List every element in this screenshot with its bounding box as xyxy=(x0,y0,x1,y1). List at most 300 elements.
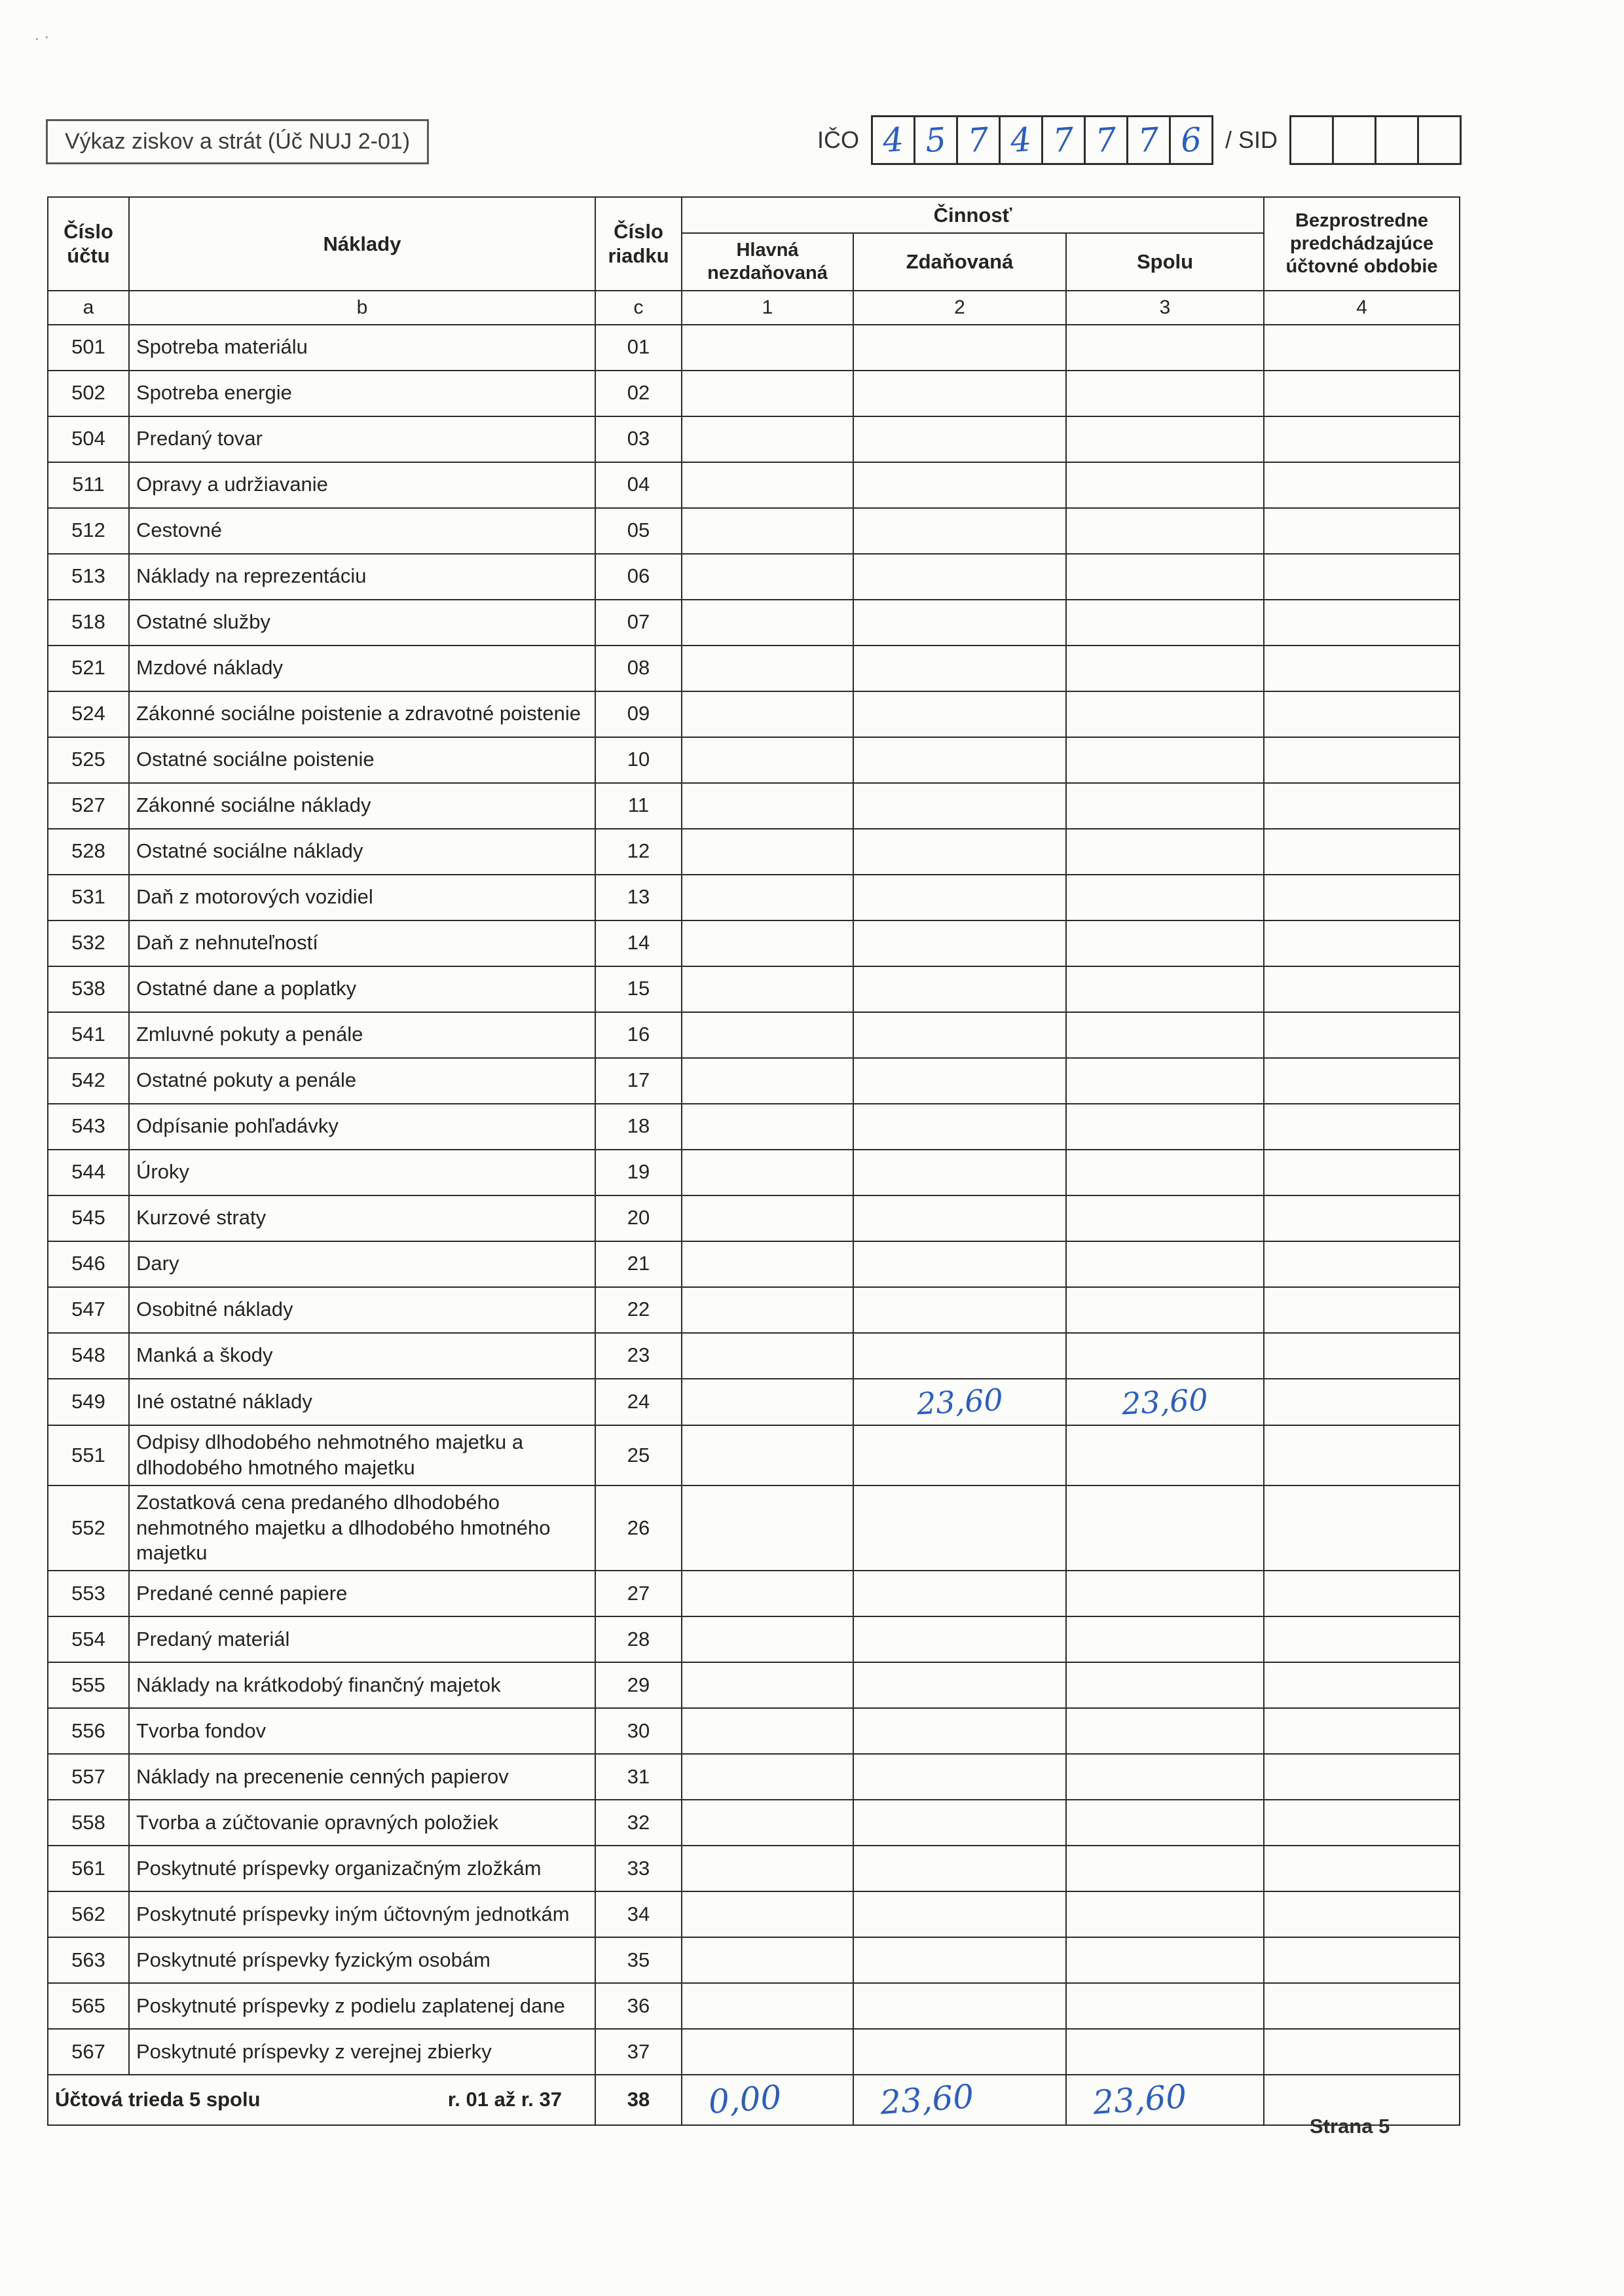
total-label-cell xyxy=(48,2075,595,2125)
value-spolu xyxy=(1066,1012,1264,1058)
value-hlavna xyxy=(682,1662,853,1708)
value-spolu xyxy=(1066,600,1264,646)
value-obdobie xyxy=(1264,1485,1460,1571)
value-obdobie xyxy=(1264,1754,1460,1800)
table-row xyxy=(48,1150,1460,1195)
page-number: Strana 5 xyxy=(1310,2115,1390,2138)
value-obdobie xyxy=(1264,1058,1460,1104)
value-spolu xyxy=(1066,1937,1264,1983)
value-hlavna xyxy=(682,920,853,966)
line-number: 31 xyxy=(595,1754,682,1800)
value-zdanovana xyxy=(853,1058,1066,1104)
value-zdanovana xyxy=(853,920,1066,966)
account-number: 545 xyxy=(48,1195,129,1241)
value-zdanovana xyxy=(853,1846,1066,1891)
line-number: 04 xyxy=(595,462,682,508)
value-hlavna xyxy=(682,416,853,462)
line-number: 32 xyxy=(595,1800,682,1846)
value-hlavna xyxy=(682,371,853,416)
col-header-activity: Činnosť xyxy=(682,197,1264,233)
total-label: Účtová trieda 5 spolu xyxy=(55,2087,261,2111)
account-number: 561 xyxy=(48,1846,129,1891)
expense-name: Poskytnuté príspevky z podielu zaplatenej dane xyxy=(129,1983,595,2029)
line-number: 08 xyxy=(595,646,682,691)
letter-b: b xyxy=(129,291,595,325)
value-zdanovana xyxy=(853,1425,1066,1485)
line-number: 28 xyxy=(595,1616,682,1662)
form-title: Výkaz ziskov a strát (Úč NUJ 2-01) xyxy=(65,129,411,154)
col-header-main-untaxed: Hlavná nezdaňovaná xyxy=(682,233,853,291)
table-row xyxy=(48,1983,1460,2029)
value-zdanovana xyxy=(853,508,1066,554)
value-obdobie xyxy=(1264,1800,1460,1846)
table-row xyxy=(48,600,1460,646)
value-spolu xyxy=(1066,1287,1264,1333)
value-spolu xyxy=(1066,737,1264,783)
value-zdanovana xyxy=(853,1571,1066,1616)
table-row xyxy=(48,646,1460,691)
table-row xyxy=(48,1195,1460,1241)
expense-name: Spotreba materiálu xyxy=(129,325,595,371)
table-row xyxy=(48,1754,1460,1800)
expense-name: Cestovné xyxy=(129,508,595,554)
expense-name: Iné ostatné náklady xyxy=(129,1379,595,1426)
value-obdobie xyxy=(1264,920,1460,966)
value-spolu xyxy=(1066,1241,1264,1287)
col-header-total: Spolu xyxy=(1066,233,1264,291)
expense-name: Tvorba a zúčtovanie opravných položiek xyxy=(129,1800,595,1846)
expense-name: Ostatné služby xyxy=(129,600,595,646)
sid-box xyxy=(1289,115,1334,165)
sid-box xyxy=(1376,115,1419,165)
expense-name: Ostatné dane a poplatky xyxy=(129,966,595,1012)
value-spolu xyxy=(1066,1333,1264,1379)
value-hlavna xyxy=(682,1104,853,1150)
value-spolu xyxy=(1066,1195,1264,1241)
value-spolu xyxy=(1066,829,1264,875)
expense-name: Osobitné náklady xyxy=(129,1287,595,1333)
line-number: 29 xyxy=(595,1662,682,1708)
expense-name: Spotreba energie xyxy=(129,371,595,416)
value-spolu xyxy=(1066,1616,1264,1662)
value-obdobie xyxy=(1264,1846,1460,1891)
expense-name: Daň z motorových vozidiel xyxy=(129,875,595,920)
expense-name: Manká a škody xyxy=(129,1333,595,1379)
total-line-number: 38 xyxy=(595,2075,682,2125)
value-zdanovana xyxy=(853,462,1066,508)
account-number: 543 xyxy=(48,1104,129,1150)
table-row xyxy=(48,875,1460,920)
account-number: 553 xyxy=(48,1571,129,1616)
value-hlavna xyxy=(682,1708,853,1754)
value-hlavna xyxy=(682,1616,853,1662)
letter-a: a xyxy=(48,291,129,325)
letter-c: c xyxy=(595,291,682,325)
value-hlavna xyxy=(682,1058,853,1104)
value-spolu xyxy=(1066,1571,1264,1616)
line-number: 24 xyxy=(595,1379,682,1426)
value-zdanovana xyxy=(853,1708,1066,1754)
value-hlavna xyxy=(682,600,853,646)
value-hlavna xyxy=(682,1937,853,1983)
account-number: 531 xyxy=(48,875,129,920)
value-obdobie xyxy=(1264,1662,1460,1708)
value-hlavna xyxy=(682,1571,853,1616)
value-obdobie xyxy=(1264,1104,1460,1150)
value-zdanovana xyxy=(853,325,1066,371)
value-obdobie xyxy=(1264,875,1460,920)
value-zdanovana xyxy=(853,371,1066,416)
ico-block xyxy=(817,115,1462,165)
account-number: 565 xyxy=(48,1983,129,2029)
value-hlavna xyxy=(682,875,853,920)
value-spolu xyxy=(1066,325,1264,371)
value-hlavna xyxy=(682,1485,853,1571)
account-number: 547 xyxy=(48,1287,129,1333)
table-row xyxy=(48,1333,1460,1379)
table-row xyxy=(48,1800,1460,1846)
expense-name: Dary xyxy=(129,1241,595,1287)
line-number: 34 xyxy=(595,1891,682,1937)
expense-name: Ostatné sociálne poistenie xyxy=(129,737,595,783)
table-row xyxy=(48,966,1460,1012)
value-obdobie xyxy=(1264,737,1460,783)
value-obdobie xyxy=(1264,508,1460,554)
value-spolu xyxy=(1066,1800,1264,1846)
value-zdanovana xyxy=(853,600,1066,646)
line-number: 37 xyxy=(595,2029,682,2075)
value-zdanovana xyxy=(853,1891,1066,1937)
table-row xyxy=(48,920,1460,966)
value-spolu xyxy=(1066,1983,1264,2029)
expense-name: Predaný materiál xyxy=(129,1616,595,1662)
expense-name: Ostatné sociálne náklady xyxy=(129,829,595,875)
value-hlavna xyxy=(682,554,853,600)
account-number: 513 xyxy=(48,554,129,600)
value-hlavna xyxy=(682,1425,853,1485)
expense-name: Poskytnuté príspevky fyzickým osobám xyxy=(129,1937,595,1983)
line-number: 23 xyxy=(595,1333,682,1379)
value-obdobie xyxy=(1264,783,1460,829)
col-header-taxed: Zdaňovaná xyxy=(853,233,1066,291)
value-obdobie xyxy=(1264,2029,1460,2075)
total-range-label: r. 01 až r. 37 xyxy=(447,2087,562,2111)
line-number: 14 xyxy=(595,920,682,966)
scan-smudge: ·· xyxy=(32,25,56,48)
value-zdanovana xyxy=(853,1150,1066,1195)
value-hlavna xyxy=(682,1241,853,1287)
account-number: 563 xyxy=(48,1937,129,1983)
account-number: 521 xyxy=(48,646,129,691)
value-obdobie xyxy=(1264,1012,1460,1058)
letter-2: 2 xyxy=(853,291,1066,325)
letter-1: 1 xyxy=(682,291,853,325)
line-number: 02 xyxy=(595,371,682,416)
account-number: 548 xyxy=(48,1333,129,1379)
value-spolu xyxy=(1066,508,1264,554)
line-number: 15 xyxy=(595,966,682,1012)
ico-digit-boxes xyxy=(871,115,1213,165)
value-hlavna xyxy=(682,1800,853,1846)
table-row xyxy=(48,1104,1460,1150)
value-zdanovana xyxy=(853,1983,1066,2029)
sid-box xyxy=(1419,115,1462,165)
total-value-zdanovana: 23,60 xyxy=(853,2075,1066,2125)
value-spolu xyxy=(1066,1425,1264,1485)
value-spolu xyxy=(1066,1846,1264,1891)
line-number: 12 xyxy=(595,829,682,875)
ico-digit-box: 4 xyxy=(1001,115,1043,165)
account-number: 555 xyxy=(48,1662,129,1708)
line-number: 09 xyxy=(595,691,682,737)
value-zdanovana: 23,60 xyxy=(853,1379,1066,1426)
account-number: 527 xyxy=(48,783,129,829)
table-row xyxy=(48,1287,1460,1333)
line-number: 01 xyxy=(595,325,682,371)
value-hlavna xyxy=(682,1891,853,1937)
letter-4: 4 xyxy=(1264,291,1460,325)
table-row xyxy=(48,1708,1460,1754)
value-obdobie xyxy=(1264,966,1460,1012)
table-row xyxy=(48,1012,1460,1058)
value-hlavna xyxy=(682,508,853,554)
line-number: 16 xyxy=(595,1012,682,1058)
line-number: 27 xyxy=(595,1571,682,1616)
value-obdobie xyxy=(1264,1150,1460,1195)
table-row xyxy=(48,1891,1460,1937)
table-row xyxy=(48,416,1460,462)
table-row xyxy=(48,737,1460,783)
ico-digit-box: 7 xyxy=(958,115,1001,165)
value-obdobie xyxy=(1264,1195,1460,1241)
account-number: 546 xyxy=(48,1241,129,1287)
line-number: 36 xyxy=(595,1983,682,2029)
form-title-box xyxy=(46,119,429,164)
col-header-account-number: Číslo účtu xyxy=(48,197,129,291)
value-zdanovana xyxy=(853,1195,1066,1241)
value-obdobie xyxy=(1264,1287,1460,1333)
value-zdanovana xyxy=(853,1104,1066,1150)
ico-label: IČO xyxy=(817,126,860,153)
table-row xyxy=(48,325,1460,371)
value-hlavna xyxy=(682,737,853,783)
account-number: 524 xyxy=(48,691,129,737)
account-number: 525 xyxy=(48,737,129,783)
value-hlavna xyxy=(682,1983,853,2029)
value-hlavna xyxy=(682,646,853,691)
col-header-previous-period: Bezprostredne predchádzajúce účtovné obdobie xyxy=(1264,197,1460,291)
line-number: 17 xyxy=(595,1058,682,1104)
line-number: 10 xyxy=(595,737,682,783)
value-obdobie xyxy=(1264,1333,1460,1379)
sid-box xyxy=(1334,115,1376,165)
expense-name: Mzdové náklady xyxy=(129,646,595,691)
line-number: 25 xyxy=(595,1425,682,1485)
table-row xyxy=(48,1571,1460,1616)
expense-name: Odpisy dlhodobého nehmotného majetku a dlhodobého hmotného majetku xyxy=(129,1425,595,1485)
value-hlavna xyxy=(682,1333,853,1379)
value-zdanovana xyxy=(853,829,1066,875)
letter-3: 3 xyxy=(1066,291,1264,325)
ico-digit-box: 7 xyxy=(1086,115,1128,165)
account-number: 501 xyxy=(48,325,129,371)
value-obdobie xyxy=(1264,829,1460,875)
table-row xyxy=(48,1937,1460,1983)
value-obdobie xyxy=(1264,325,1460,371)
value-spolu xyxy=(1066,416,1264,462)
value-spolu xyxy=(1066,1058,1264,1104)
expense-name: Náklady na precenenie cenných papierov xyxy=(129,1754,595,1800)
value-spolu xyxy=(1066,2029,1264,2075)
value-spolu xyxy=(1066,1485,1264,1571)
table-row xyxy=(48,1241,1460,1287)
expense-name: Tvorba fondov xyxy=(129,1708,595,1754)
line-number: 18 xyxy=(595,1104,682,1150)
value-hlavna xyxy=(682,1754,853,1800)
account-number: 549 xyxy=(48,1379,129,1426)
total-row xyxy=(48,2075,1460,2125)
value-spolu xyxy=(1066,783,1264,829)
ico-digit-box: 7 xyxy=(1128,115,1171,165)
line-number: 22 xyxy=(595,1287,682,1333)
value-obdobie xyxy=(1264,1571,1460,1616)
table-row xyxy=(48,508,1460,554)
account-number: 567 xyxy=(48,2029,129,2075)
account-number: 512 xyxy=(48,508,129,554)
value-zdanovana xyxy=(853,1662,1066,1708)
table-row xyxy=(48,829,1460,875)
expense-name: Zákonné sociálne poistenie a zdravotné poistenie xyxy=(129,691,595,737)
value-obdobie xyxy=(1264,1425,1460,1485)
account-number: 518 xyxy=(48,600,129,646)
value-zdanovana xyxy=(853,1241,1066,1287)
value-spolu xyxy=(1066,966,1264,1012)
expense-name: Kurzové straty xyxy=(129,1195,595,1241)
value-obdobie xyxy=(1264,1379,1460,1426)
value-hlavna xyxy=(682,2029,853,2075)
account-number: 532 xyxy=(48,920,129,966)
table-row xyxy=(48,1058,1460,1104)
expense-name: Zmluvné pokuty a penále xyxy=(129,1012,595,1058)
value-zdanovana xyxy=(853,1333,1066,1379)
account-number: 511 xyxy=(48,462,129,508)
value-zdanovana xyxy=(853,737,1066,783)
value-spolu: 23,60 xyxy=(1066,1379,1264,1426)
value-zdanovana xyxy=(853,1485,1066,1571)
account-number: 552 xyxy=(48,1485,129,1571)
table-row xyxy=(48,1379,1460,1426)
account-number: 544 xyxy=(48,1150,129,1195)
value-spolu xyxy=(1066,1104,1264,1150)
account-number: 504 xyxy=(48,416,129,462)
value-obdobie xyxy=(1264,1241,1460,1287)
value-spolu xyxy=(1066,1891,1264,1937)
value-hlavna xyxy=(682,1846,853,1891)
ico-digit-box: 5 xyxy=(915,115,958,165)
line-number: 33 xyxy=(595,1846,682,1891)
sid-label: / SID xyxy=(1225,126,1278,153)
value-hlavna xyxy=(682,1150,853,1195)
expense-name: Náklady na reprezentáciu xyxy=(129,554,595,600)
value-hlavna xyxy=(682,691,853,737)
value-obdobie xyxy=(1264,1983,1460,2029)
value-zdanovana xyxy=(853,966,1066,1012)
value-spolu xyxy=(1066,1662,1264,1708)
expense-name: Opravy a udržiavanie xyxy=(129,462,595,508)
value-obdobie xyxy=(1264,1616,1460,1662)
expenses-table xyxy=(47,196,1460,2126)
value-zdanovana xyxy=(853,875,1066,920)
line-number: 26 xyxy=(595,1485,682,1571)
value-zdanovana xyxy=(853,554,1066,600)
table-row xyxy=(48,554,1460,600)
line-number: 07 xyxy=(595,600,682,646)
account-number: 558 xyxy=(48,1800,129,1846)
value-obdobie xyxy=(1264,646,1460,691)
line-number: 21 xyxy=(595,1241,682,1287)
account-number: 541 xyxy=(48,1012,129,1058)
account-number: 554 xyxy=(48,1616,129,1662)
line-number: 20 xyxy=(595,1195,682,1241)
value-spolu xyxy=(1066,646,1264,691)
col-header-line-number: Číslo riadku xyxy=(595,197,682,291)
table-row xyxy=(48,1425,1460,1485)
line-number: 06 xyxy=(595,554,682,600)
value-obdobie xyxy=(1264,416,1460,462)
table-row xyxy=(48,462,1460,508)
value-obdobie xyxy=(1264,554,1460,600)
table-row xyxy=(48,2029,1460,2075)
value-zdanovana xyxy=(853,1012,1066,1058)
expense-name: Poskytnuté príspevky organizačným zložkám xyxy=(129,1846,595,1891)
value-spolu xyxy=(1066,371,1264,416)
value-hlavna xyxy=(682,325,853,371)
expense-name: Ostatné pokuty a penále xyxy=(129,1058,595,1104)
account-number: 502 xyxy=(48,371,129,416)
expense-name: Odpísanie pohľadávky xyxy=(129,1104,595,1150)
value-spolu xyxy=(1066,554,1264,600)
value-zdanovana xyxy=(853,2029,1066,2075)
account-number: 528 xyxy=(48,829,129,875)
table-row xyxy=(48,1485,1460,1571)
value-zdanovana xyxy=(853,1937,1066,1983)
expense-name: Poskytnuté príspevky iným účtovným jednotkám xyxy=(129,1891,595,1937)
table-row xyxy=(48,371,1460,416)
value-hlavna xyxy=(682,1195,853,1241)
table-row xyxy=(48,1846,1460,1891)
value-zdanovana xyxy=(853,1287,1066,1333)
value-zdanovana xyxy=(853,646,1066,691)
value-spolu xyxy=(1066,691,1264,737)
expense-name: Predané cenné papiere xyxy=(129,1571,595,1616)
account-number: 556 xyxy=(48,1708,129,1754)
value-obdobie xyxy=(1264,691,1460,737)
ico-digit-box: 4 xyxy=(871,115,915,165)
value-obdobie xyxy=(1264,1937,1460,1983)
expense-name: Zákonné sociálne náklady xyxy=(129,783,595,829)
line-number: 19 xyxy=(595,1150,682,1195)
account-number: 557 xyxy=(48,1754,129,1800)
line-number: 03 xyxy=(595,416,682,462)
sid-boxes xyxy=(1289,115,1462,165)
account-number: 542 xyxy=(48,1058,129,1104)
value-spolu xyxy=(1066,920,1264,966)
table-row xyxy=(48,1616,1460,1662)
value-zdanovana xyxy=(853,1754,1066,1800)
account-number: 551 xyxy=(48,1425,129,1485)
value-hlavna xyxy=(682,966,853,1012)
value-obdobie xyxy=(1264,462,1460,508)
